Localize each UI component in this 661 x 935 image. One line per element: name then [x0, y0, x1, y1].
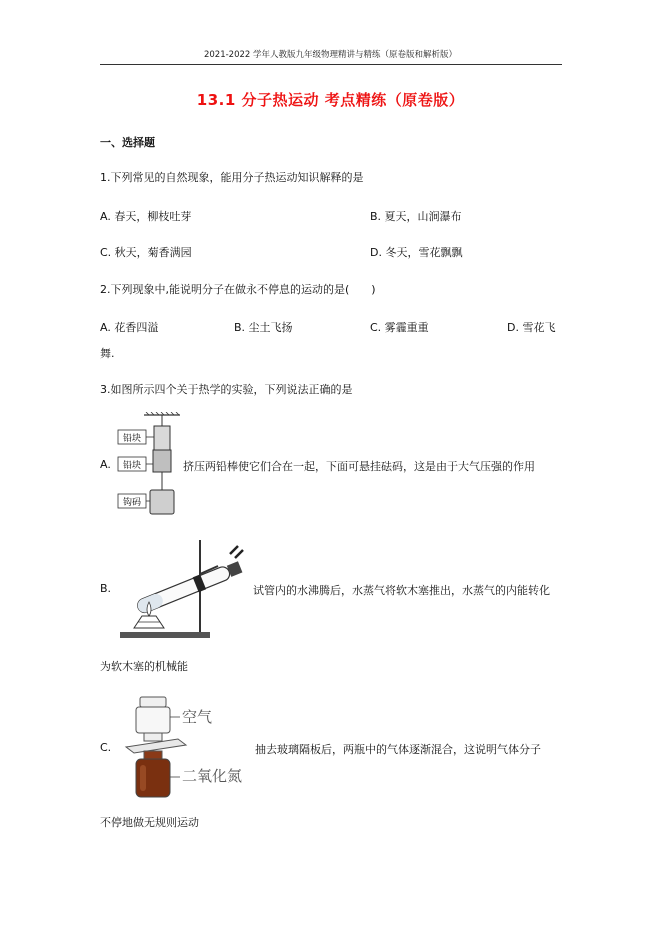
question-2-option-a: A. 花香四溢	[100, 321, 159, 334]
lead-blocks-figure	[112, 412, 182, 520]
question-2-option-d-continued: 舞.	[100, 347, 115, 360]
question-3-stem: 3.如图所示四个关于热学的实验，下列说法正确的是	[100, 383, 353, 396]
air-label: 空气	[182, 708, 213, 726]
question-2-option-c: C. 雾霾重重	[370, 321, 429, 334]
question-2-option-d: D. 雪花飞	[507, 321, 556, 334]
question-1-stem: 1.下列常见的自然现象，能用分子热运动知识解释的是	[100, 171, 364, 184]
lead-block-label-top: 铅块	[122, 434, 142, 444]
boiling-test-tube-figure	[118, 536, 248, 640]
question-3-option-c-text-continued: 不停地做无规则运动	[100, 816, 199, 829]
gas-diffusion-figure	[120, 695, 260, 801]
weight-label: 钩码	[122, 498, 142, 508]
page-header: 2021-2022 学年人教版九年级物理精讲与精练（原卷版和解析版）	[203, 50, 458, 60]
nitrogen-dioxide-label: 二氧化氮	[182, 767, 243, 785]
lead-block-label-bottom: 铅块	[122, 461, 142, 471]
question-1-option-b: B. 夏天，山涧瀑布	[370, 210, 462, 223]
question-1-option-d: D. 冬天，雪花飘飘	[370, 246, 463, 259]
question-3-option-a-text: 挤压两铅棒使它们合在一起，下面可悬挂砝码，这是由于大气压强的作用	[183, 460, 535, 473]
page-title: 13.1 分子热运动 考点精练（原卷版）	[196, 91, 465, 109]
header-divider	[100, 64, 562, 65]
question-3-option-b-text-continued: 为软木塞的机械能	[100, 660, 188, 673]
question-3-option-a-letter: A.	[100, 458, 111, 471]
question-1-option-a: A. 春天，柳枝吐芽	[100, 210, 192, 223]
question-2-stem: 2.下列现象中,能说明分子在做永不停息的运动的是( )	[100, 283, 376, 296]
question-3-option-c-letter: C.	[100, 741, 112, 754]
question-3-option-b-text: 试管内的水沸腾后，水蒸气将软木塞推出，水蒸气的内能转化	[253, 584, 550, 597]
question-3-option-b-letter: B.	[100, 582, 112, 595]
question-3-option-c-text: 抽去玻璃隔板后，两瓶中的气体逐渐混合，这说明气体分子	[255, 743, 541, 756]
question-2-option-b: B. 尘土飞扬	[234, 321, 293, 334]
section-heading: 一、选择题	[100, 136, 155, 149]
question-1-option-c: C. 秋天，菊香满园	[100, 246, 192, 259]
